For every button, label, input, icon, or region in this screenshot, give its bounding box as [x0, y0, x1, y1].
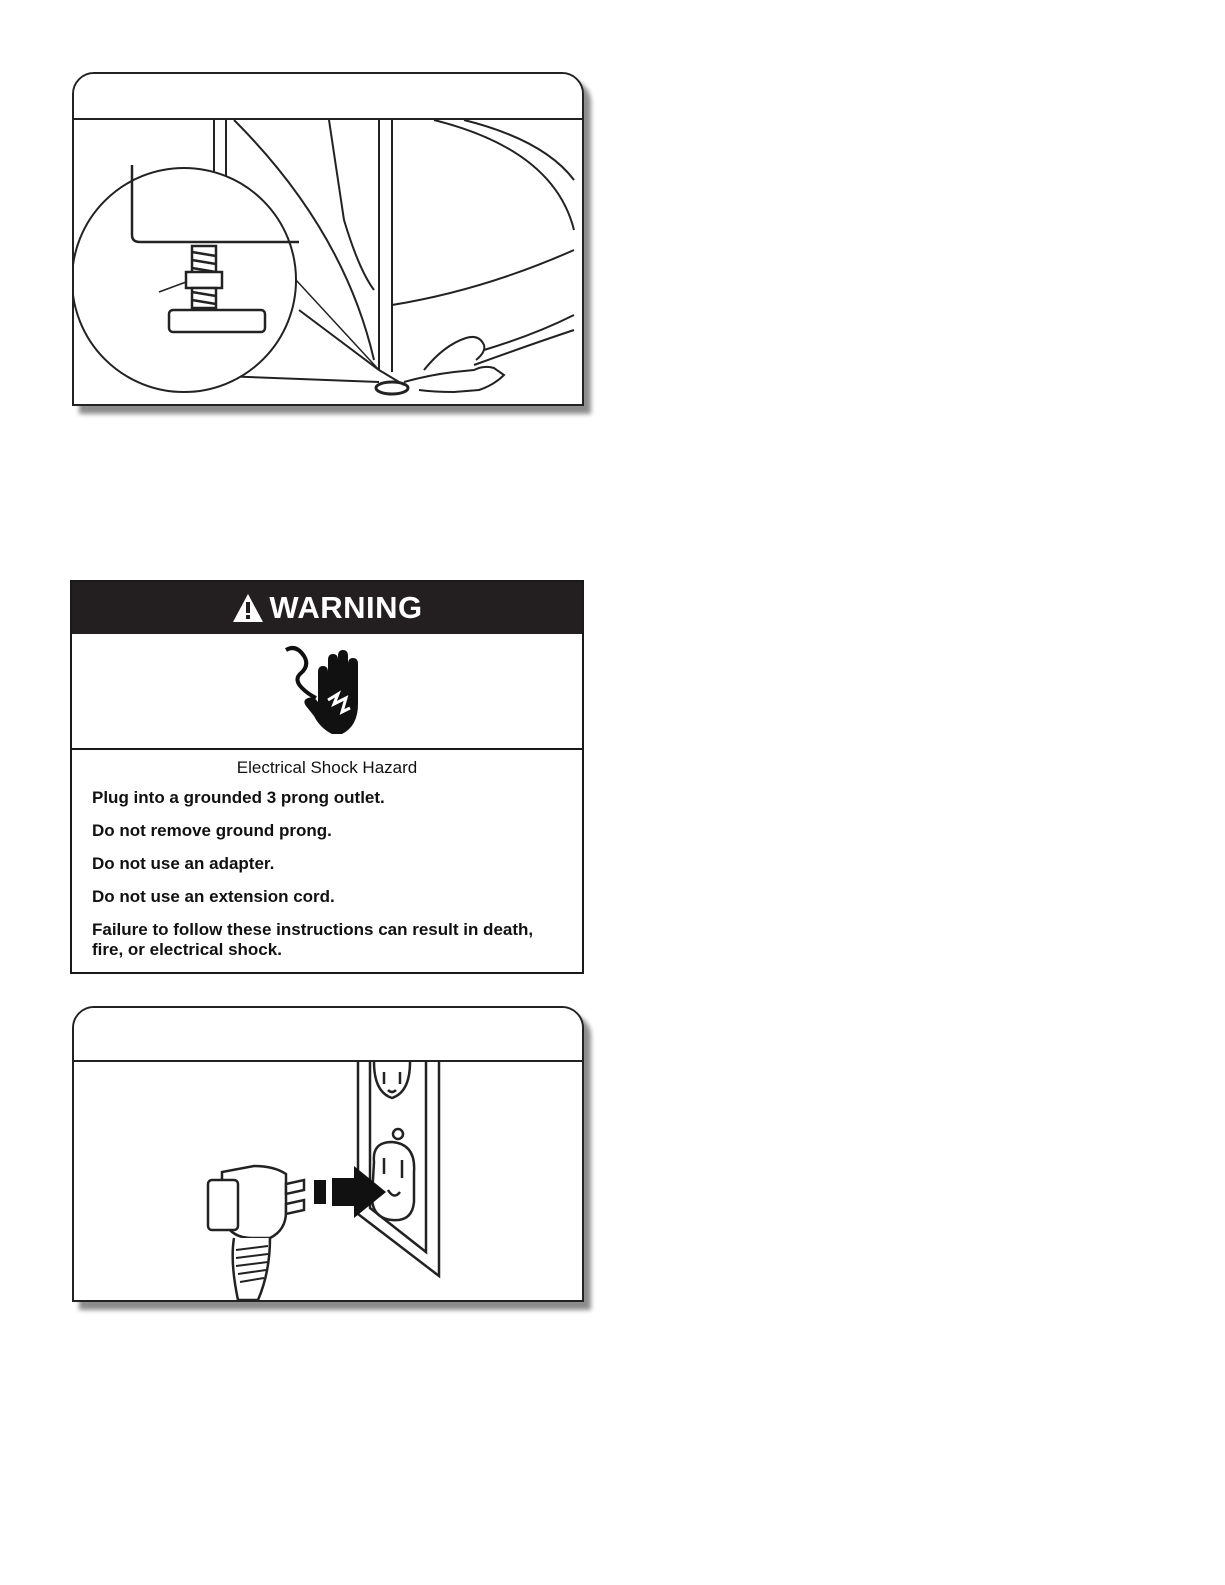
panel-header: [74, 74, 582, 120]
warning-triangle-icon: [231, 591, 265, 625]
instruction-line: Failure to follow these instructions can result in death, fire, or electrical shock.: [92, 920, 534, 959]
warning-title: WARNING: [269, 590, 423, 625]
warning-icon-row: [72, 634, 582, 750]
warning-box: [70, 580, 584, 974]
plug-outlet-illustration-panel: [72, 1006, 584, 1302]
plug-outlet-illustration: [74, 1062, 582, 1300]
leveling-foot-illustration-panel: [72, 72, 584, 406]
instruction-line: Plug into a grounded 3 prong outlet.: [92, 788, 385, 807]
warning-header: [72, 582, 582, 634]
electrical-shock-hand-icon: [282, 642, 372, 740]
hazard-title: Electrical Shock Hazard: [236, 758, 418, 777]
instruction-line: Do not remove ground prong.: [92, 821, 332, 840]
warning-text: [72, 750, 582, 960]
instruction-line: Do not use an extension cord.: [92, 887, 335, 906]
leveling-foot-illustration: [74, 120, 582, 404]
panel-header: [74, 1008, 582, 1062]
instruction-line: Do not use an adapter.: [92, 854, 275, 873]
